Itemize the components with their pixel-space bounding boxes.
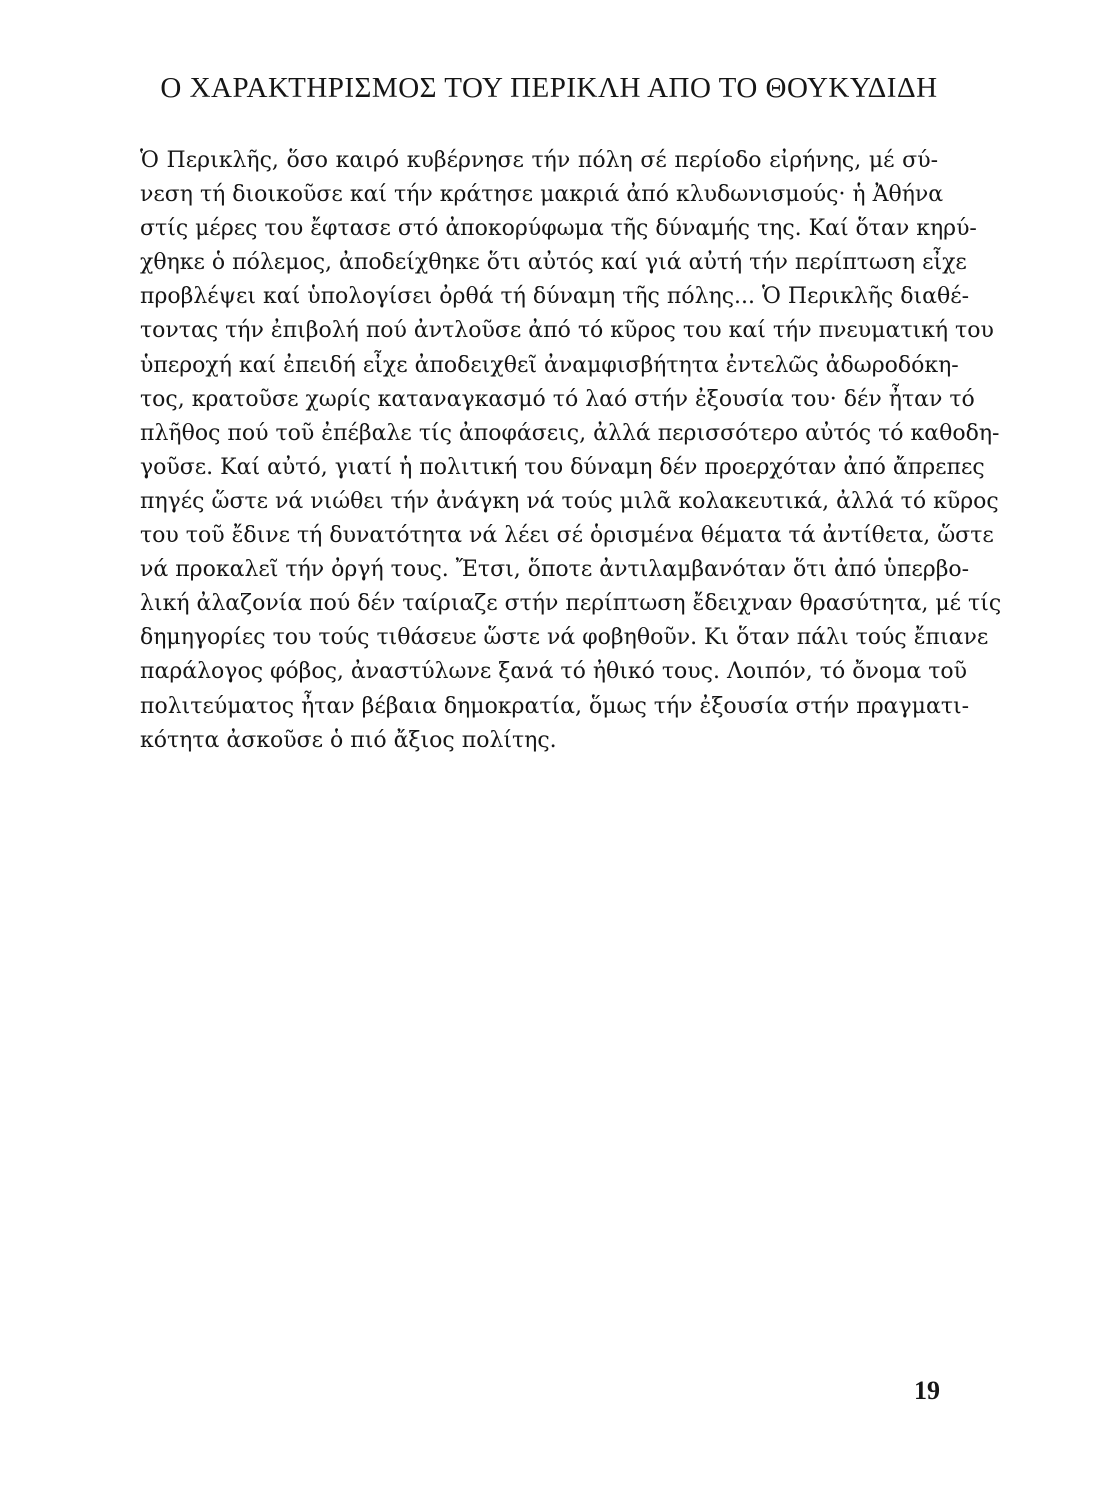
text-line: πλῆθος πού τοῦ ἐπέβαλε τίς ἀποφάσεις, ἀλλά περισσότερο αὐτός τό καθοδη-	[140, 420, 1000, 446]
text-line: προβλέψει καί ὑπολογίσει ὀρθά τή δύναμη τῆς πόλης... Ὁ Περικλῆς διαθέ-	[140, 284, 970, 310]
text-line: του τοῦ ἔδινε τή δυνατότητα νά λέει σέ ὁρισμένα θέματα τά ἀντίθετα, ὥστε	[140, 523, 994, 549]
text-line: λική ἀλαζονία πού δέν ταίριαζε στήν περίπτωση ἔδειχναν θρασύτητα, μέ τίς	[140, 591, 1002, 617]
text-line: τοντας τήν ἐπιβολή πού ἀντλοῦσε ἀπό τό κῦρος του καί τήν πνευματική του	[140, 318, 994, 344]
text-line: δημηγορίες του τούς τιθάσευε ὥστε νά φοβηθοῦν. Κι ὅταν πάλι τούς ἔπιανε	[140, 625, 989, 651]
text-line: ὑπεροχή καί ἐπειδή εἶχε ἀποδειχθεῖ ἀναμφισβήτητα ἐντελῶς ἀδωροδόκη-	[140, 352, 959, 378]
text-line: Ὁ Περικλῆς, ὅσο καιρό κυβέρνησε τήν πόλη σέ περίοδο εἰρήνης, μέ σύ-	[140, 148, 938, 173]
page-number: 19	[914, 1376, 940, 1405]
text-line: πηγές ὥστε νά νιώθει τήν ἀνάγκη νά τούς μιλᾶ κολακευτικά, ἀλλά τό κῦρος	[140, 488, 999, 514]
body-paragraph	[140, 144, 1002, 758]
text-line: χθηκε ὁ πόλεμος, ἀποδείχθηκε ὅτι αὐτός καί γιά αὐτή τήν περίπτωση εἶχε	[140, 250, 967, 276]
text-line: νά προκαλεῖ τήν ὀργή τους. Ἔτσι, ὅποτε ἀντιλαμβανόταν ὅτι ἀπό ὑπερβο-	[140, 557, 970, 583]
text-line: κότητα ἀσκοῦσε ὁ πιό ἄξιος πολίτης.	[140, 727, 557, 753]
page-title: Ο ΧΑΡΑΚΤΗΡΙΣΜΟΣ ΤΟΥ ΠΕΡΙΚΛΗ ΑΠΟ ΤΟ ΘΟΥΚΥΔΙΔΗ	[160, 72, 938, 104]
text-line: στίς μέρες του ἔφτασε στό ἀποκορύφωμα τῆς δύναμής της. Καί ὅταν κηρύ-	[140, 216, 977, 242]
text-line: παράλογος φόβος, ἀναστύλωνε ξανά τό ἠθικό τους. Λοιπόν, τό ὄνομα τοῦ	[140, 659, 967, 685]
text-line: πολιτεύματος ἦταν βέβαια δημοκρατία, ὅμως τήν ἐξουσία στήν πραγματι-	[140, 693, 970, 719]
text-line: γοῦσε. Καί αὐτό, γιατί ἡ πολιτική του δύναμη δέν προερχόταν ἀπό ἄπρεπες	[140, 454, 985, 480]
text-line: νεση τή διοικοῦσε καί τήν κράτησε μακριά ἀπό κλυδωνισμούς· ἡ Ἀθήνα	[140, 182, 944, 208]
text-line: τος, κρατοῦσε χωρίς καταναγκασμό τό λαό στήν ἐξουσία του· δέν ἦταν τό	[140, 386, 975, 412]
